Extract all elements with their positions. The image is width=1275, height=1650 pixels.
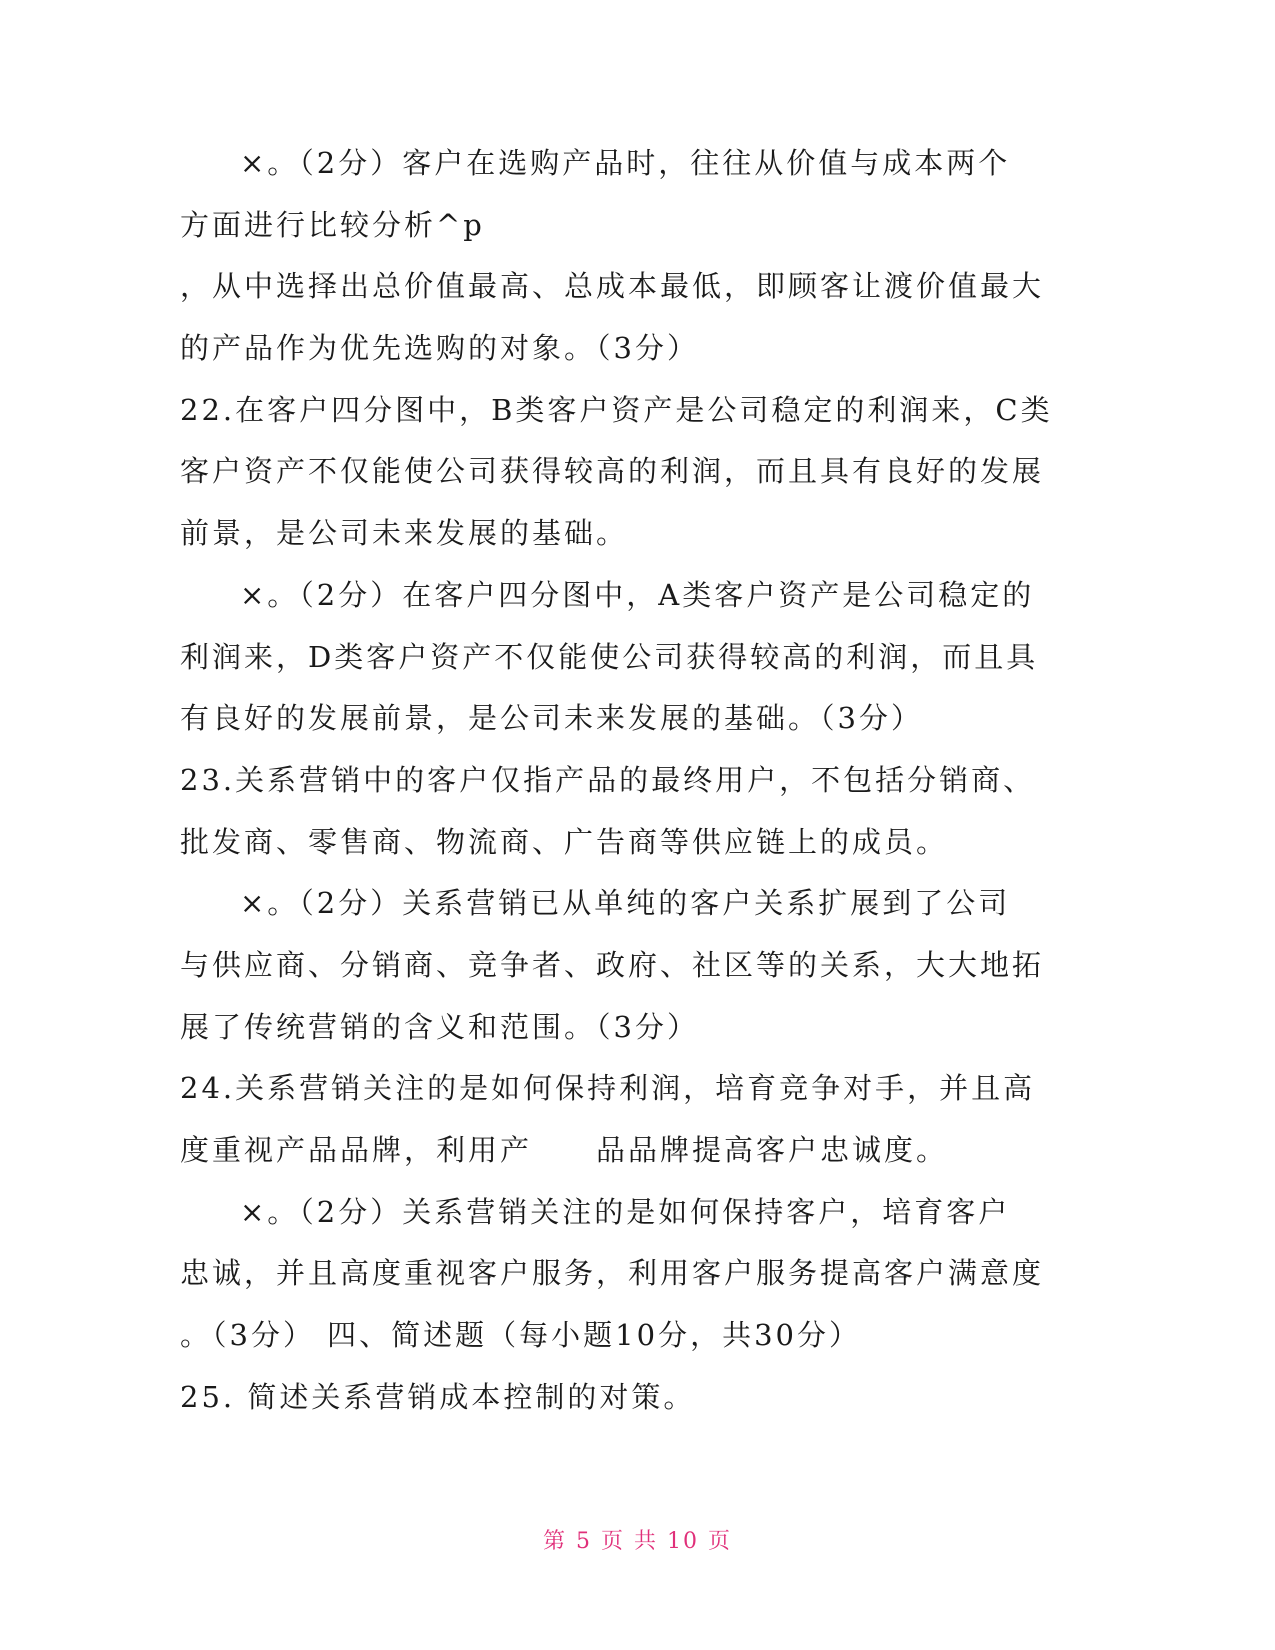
answer-line: 展了传统营销的含义和范围。（3分） bbox=[180, 1010, 699, 1044]
question-25: 25. 简述关系营销成本控制的对策。 bbox=[180, 1380, 696, 1414]
question-line: 前景，是公司未来发展的基础。 bbox=[180, 516, 629, 550]
answer-line: 有良好的发展前景，是公司未来发展的基础。（3分） bbox=[180, 701, 923, 735]
footer-label: 第 bbox=[542, 1529, 567, 1554]
question-23: 23.关系营销中的客户仅指产品的最终用户，不包括分销商、 bbox=[180, 763, 1036, 797]
answer-24: ×。（2分）关系营销关注的是如何保持客户，培育客户 bbox=[240, 1195, 1011, 1229]
footer-label: 页 bbox=[600, 1529, 625, 1554]
answer-23: ×。（2分）关系营销已从单纯的客户关系扩展到了公司 bbox=[240, 886, 1011, 920]
answer-22: ×。（2分）在客户四分图中，A类客户资产是公司稳定的 bbox=[240, 578, 1035, 612]
answer-line: 的产品作为优先选购的对象。（3分） bbox=[180, 331, 699, 365]
answer-line: ，从中选择出总价值最高、总成本最低，即顾客让渡价值最大 bbox=[180, 269, 1045, 303]
section-heading-line: 。（3分） 四、简述题（每小题10分，共30分） bbox=[180, 1318, 861, 1352]
answer-line: 利润来，D类客户资产不仅能使公司获得较高的利润，而且具 bbox=[180, 640, 1039, 674]
answer-line: 方面进行比较分析^p bbox=[180, 208, 485, 242]
answer-line: ×。（2分）客户在选购产品时，往往从价值与成本两个 bbox=[240, 146, 1011, 180]
question-line: 客户资产不仅能使公司获得较高的利润，而且具有良好的发展 bbox=[180, 454, 1045, 488]
current-page-number: 5 bbox=[575, 1529, 592, 1554]
question-line: 度重视产品品牌，利用产 品品牌提高客户忠诚度。 bbox=[180, 1133, 949, 1167]
footer-label: 页 bbox=[708, 1529, 733, 1554]
question-22: 22.在客户四分图中，B类客户资产是公司稳定的利润来，C类 bbox=[180, 393, 1053, 427]
footer-label: 共 bbox=[634, 1529, 659, 1554]
answer-line: 忠诚，并且高度重视客户服务，利用客户服务提高客户满意度 bbox=[180, 1256, 1045, 1290]
answer-line: 与供应商、分销商、竞争者、政府、社区等的关系，大大地拓 bbox=[180, 948, 1045, 982]
question-line: 批发商、零售商、物流商、广告商等供应链上的成员。 bbox=[180, 825, 949, 859]
total-pages-number: 10 bbox=[667, 1529, 700, 1554]
question-24: 24.关系营销关注的是如何保持利润，培育竞争对手，并且高 bbox=[180, 1071, 1036, 1105]
page-footer bbox=[0, 1527, 1275, 1557]
